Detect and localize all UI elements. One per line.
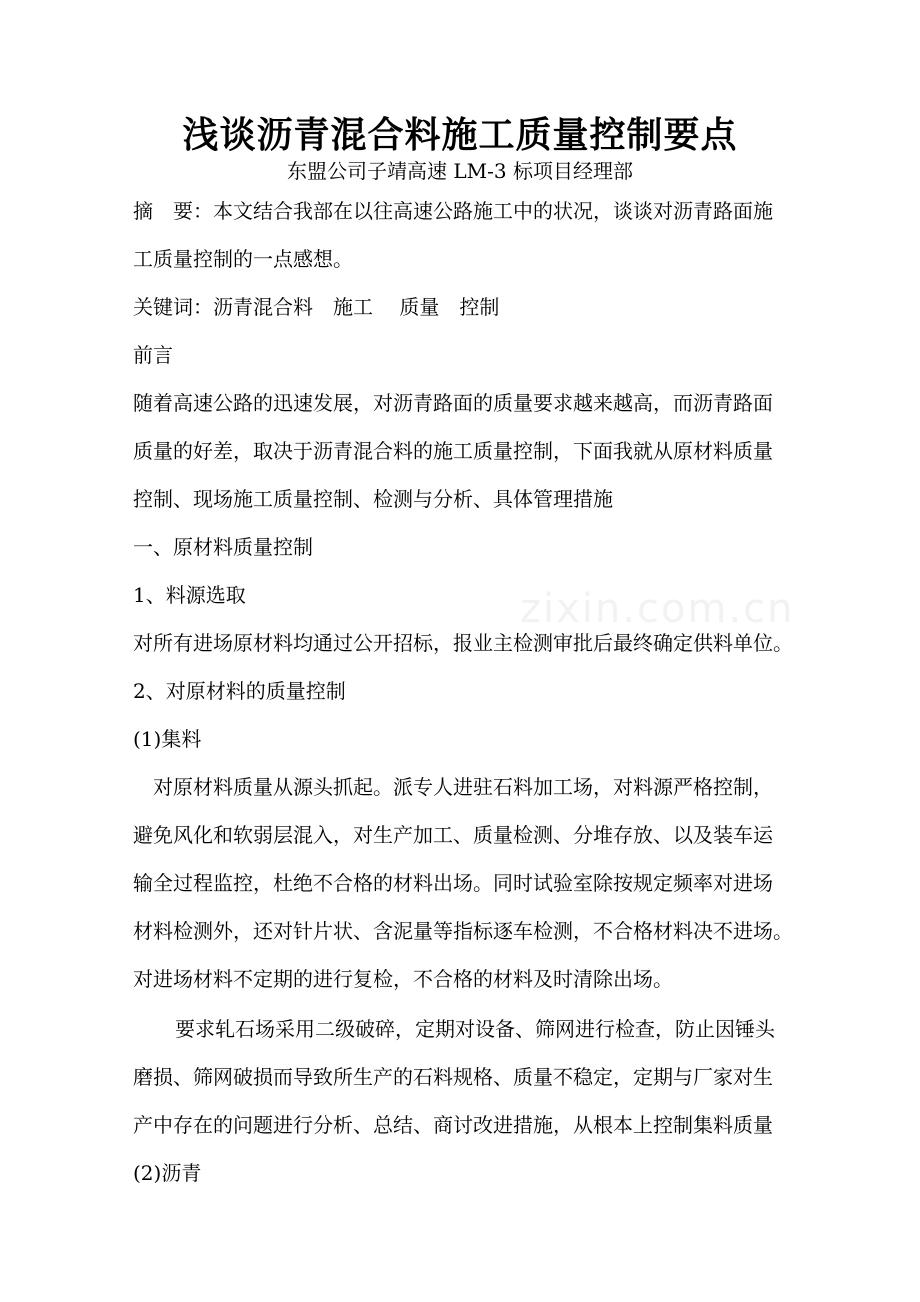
document-title: 浅谈沥青混合料施工质量控制要点 [182,114,738,156]
paragraph-line: 材料检测外，还对针片状、含泥量等指标逐车检测，不合格材料决不进场。 [133,919,793,943]
abstract-line-2: 工质量控制的一点感想。 [133,247,353,271]
subsection-heading-1-1: 1、料源选取 [133,583,246,607]
paragraph-line: 对进场材料不定期的进行复检，不合格的材料及时清除出场。 [133,967,673,991]
item-heading-aggregate: (1)集料 [133,727,202,751]
document-subtitle: 东盟公司子靖高速 LM-3 标项目经理部 [287,159,633,183]
paragraph-line: 避免风化和软弱层混入，对生产加工、质量检测、分堆存放、以及装车运 [133,823,773,847]
paragraph-line: 要求轧石场采用二级破碎，定期对设备、筛网进行检查，防止因锤头 [175,1017,775,1041]
paragraph-line: 对原材料质量从源头抓起。派专人进驻石料加工场，对料源严格控制， [153,775,773,799]
item-heading-asphalt: (2)沥青 [133,1161,202,1185]
watermark: zixin.com.cn [520,586,795,632]
paragraph-line: 输全过程监控，杜绝不合格的材料出场。同时试验室除按规定频率对进场 [133,871,773,895]
keywords-line: 关键词：沥青混合料 施工 质量 控制 [133,295,500,319]
subsection-heading-1-2: 2、对原材料的质量控制 [133,679,346,703]
section-heading-1: 一、原材料质量控制 [133,535,313,559]
paragraph-line: 随着高速公路的迅速发展，对沥青路面的质量要求越来越高，而沥青路面 [133,391,773,415]
paragraph-line: 质量的好差，取决于沥青混合料的施工质量控制，下面我就从原材料质量 [133,439,773,463]
abstract-line-1: 摘 要：本文结合我部在以往高速公路施工中的状况，谈谈对沥青路面施 [133,199,773,223]
paragraph-line: 控制、现场施工质量控制、检测与分析、具体管理措施 [133,487,613,511]
paragraph-line: 磨损、筛网破损而导致所生产的石料规格、质量不稳定，定期与厂家对生 [133,1065,773,1089]
paragraph-line: 对所有进场原材料均通过公开招标，报业主检测审批后最终确定供料单位。 [133,631,793,655]
section-preface-heading: 前言 [133,343,173,367]
paragraph-line: 产中存在的问题进行分析、总结、商讨改进措施，从根本上控制集料质量 [133,1113,773,1137]
